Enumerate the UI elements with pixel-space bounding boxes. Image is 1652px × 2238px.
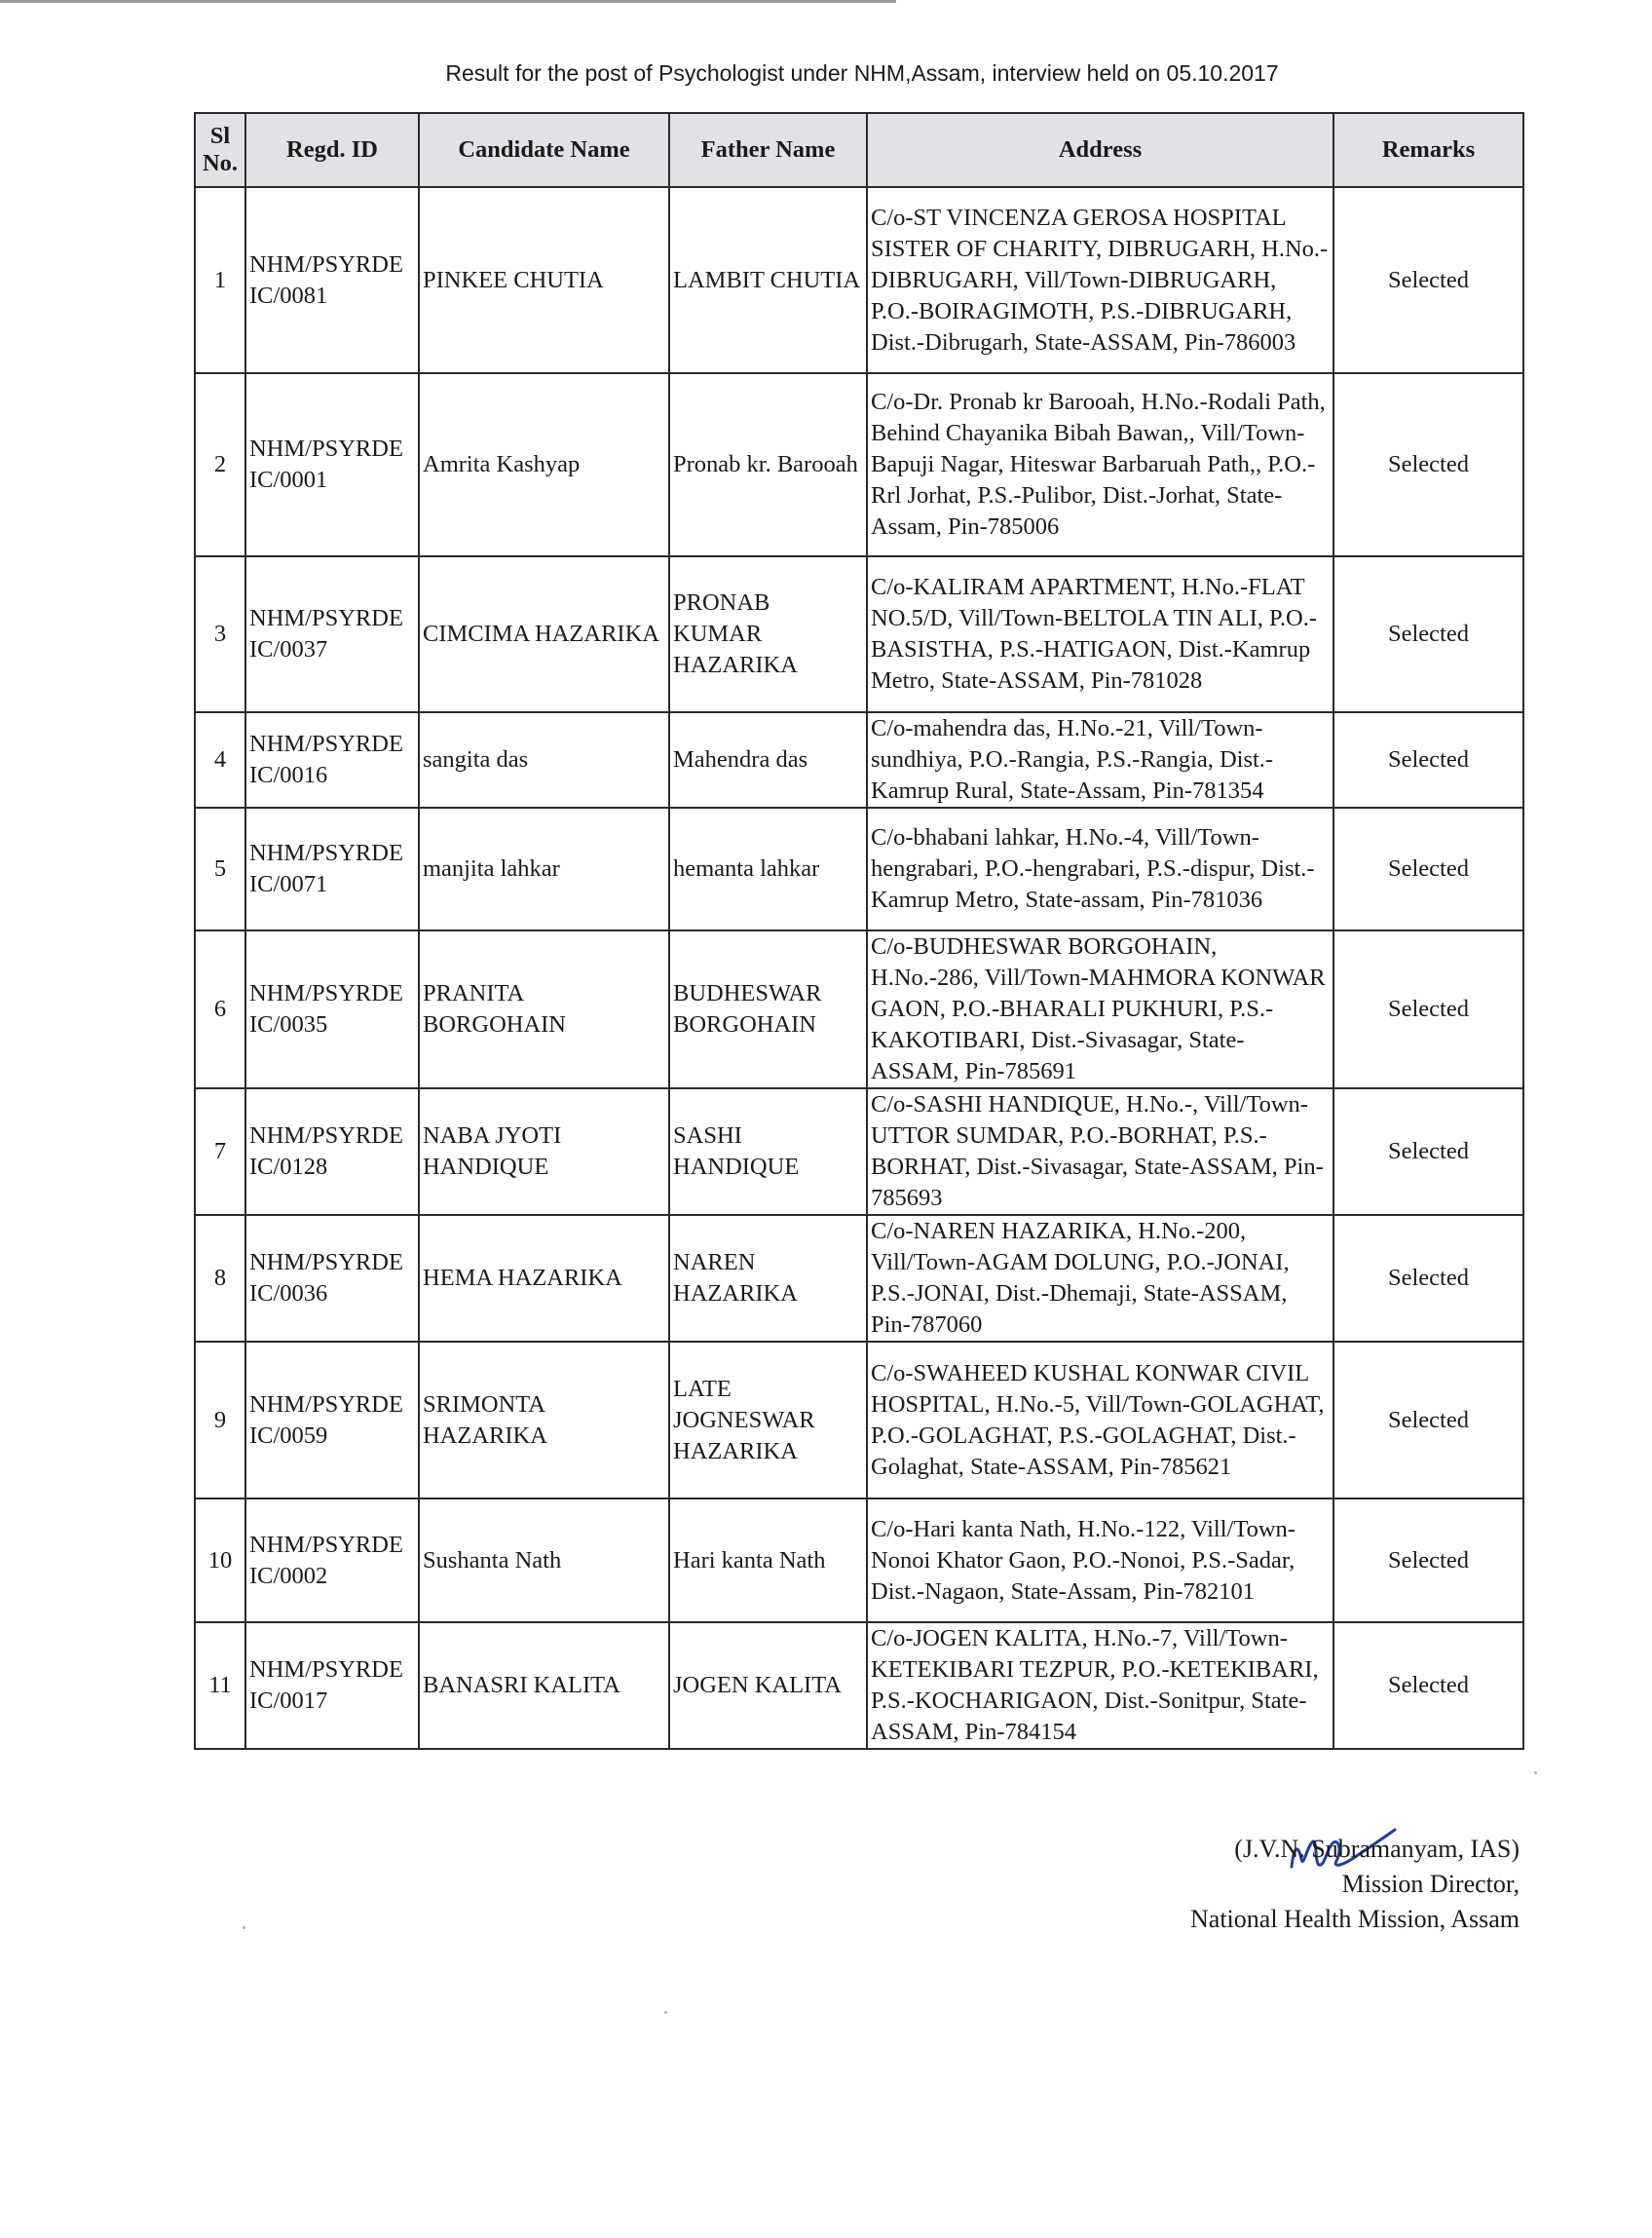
cell-address: C/o-bhabani lahkar, H.No.-4, Vill/Town-hengrabari, P.O.-hengrabari, P.S.-dispur, Dist.-Kamrup Metro, State-assam, Pin-781036 — [867, 808, 1333, 930]
cell-address: C/o-mahendra das, H.No.-21, Vill/Town-sundhiya, P.O.-Rangia, P.S.-Rangia, Dist.-Kamrup Rural, State-Assam, Pin-781354 — [867, 712, 1333, 808]
cell-candidate-name: NABA JYOTI HANDIQUE — [419, 1088, 669, 1215]
table-row — [195, 930, 1523, 1088]
cell-sl-no: 10 — [195, 1498, 245, 1622]
cell-sl-no: 9 — [195, 1342, 245, 1498]
cell-regd-id: NHM/PSYRDE IC/0016 — [245, 712, 419, 808]
cell-regd-id: NHM/PSYRDE IC/0036 — [245, 1215, 419, 1342]
cell-remarks: Selected — [1333, 1215, 1523, 1342]
cell-sl-no: 3 — [195, 556, 245, 712]
header-address: Address — [867, 113, 1333, 187]
cell-address: C/o-BUDHESWAR BORGOHAIN, H.No.-286, Vill/Town-MAHMORA KONWAR GAON, P.O.-BHARALI PUKHURI, P.S.-KAKOTIBARI, Dist.-Sivasagar, State-ASSAM, Pin-785691 — [867, 930, 1333, 1088]
document-title: Result for the post of Psychologist under NHM,Assam, interview held on 05.10.2017 — [445, 60, 1279, 86]
header-father-name: Father Name — [669, 113, 867, 187]
cell-father-name: LATE JOGNESWAR HAZARIKA — [669, 1342, 867, 1498]
cell-candidate-name: manjita lahkar — [419, 808, 669, 930]
header-remarks: Remarks — [1333, 113, 1523, 187]
cell-candidate-name: SRIMONTA HAZARIKA — [419, 1342, 669, 1498]
cell-remarks: Selected — [1333, 808, 1523, 930]
cell-sl-no: 7 — [195, 1088, 245, 1215]
cell-sl-no: 5 — [195, 808, 245, 930]
cell-father-name: JOGEN KALITA — [669, 1622, 867, 1749]
results-table — [194, 112, 1524, 1750]
signature-block — [1071, 1832, 1520, 1937]
cell-sl-no: 2 — [195, 373, 245, 556]
cell-address: C/o-Hari kanta Nath, H.No.-122, Vill/Town-Nonoi Khator Gaon, P.O.-Nonoi, P.S.-Sadar, Dist.-Nagaon, State-Assam, Pin-782101 — [867, 1498, 1333, 1622]
scan-speck — [243, 1926, 245, 1929]
header-candidate-name: Candidate Name — [419, 113, 669, 187]
cell-candidate-name: PRANITA BORGOHAIN — [419, 930, 669, 1088]
table-row — [195, 1622, 1523, 1749]
cell-regd-id: NHM/PSYRDE IC/0037 — [245, 556, 419, 712]
cell-remarks: Selected — [1333, 1498, 1523, 1622]
cell-sl-no: 6 — [195, 930, 245, 1088]
cell-candidate-name: HEMA HAZARIKA — [419, 1215, 669, 1342]
table-row — [195, 187, 1523, 373]
cell-sl-no: 11 — [195, 1622, 245, 1749]
table-row — [195, 1088, 1523, 1215]
cell-remarks: Selected — [1333, 1088, 1523, 1215]
cell-father-name: hemanta lahkar — [669, 808, 867, 930]
cell-candidate-name: CIMCIMA HAZARIKA — [419, 556, 669, 712]
cell-remarks: Selected — [1333, 930, 1523, 1088]
cell-sl-no: 1 — [195, 187, 245, 373]
cell-regd-id: NHM/PSYRDE IC/0001 — [245, 373, 419, 556]
cell-remarks: Selected — [1333, 712, 1523, 808]
table-header-row — [195, 113, 1523, 187]
signatory-name: (J.V.N. Subramanyam, IAS) — [1234, 1835, 1520, 1863]
cell-candidate-name: sangita das — [419, 712, 669, 808]
cell-father-name: LAMBIT CHUTIA — [669, 187, 867, 373]
table-row — [195, 1215, 1523, 1342]
cell-remarks: Selected — [1333, 556, 1523, 712]
cell-remarks: Selected — [1333, 373, 1523, 556]
cell-address: C/o-NAREN HAZARIKA, H.No.-200, Vill/Town-AGAM DOLUNG, P.O.-JONAI, P.S.-JONAI, Dist.-Dhemaji, State-ASSAM, Pin-787060 — [867, 1215, 1333, 1342]
cell-regd-id: NHM/PSYRDE IC/0128 — [245, 1088, 419, 1215]
signatory-designation: Mission Director, — [1341, 1870, 1520, 1898]
cell-remarks: Selected — [1333, 187, 1523, 373]
cell-candidate-name: PINKEE CHUTIA — [419, 187, 669, 373]
cell-address: C/o-SASHI HANDIQUE, H.No.-, Vill/Town-UTTOR SUMDAR, P.O.-BORHAT, P.S.-BORHAT, Dist.-Sivasagar, State-ASSAM, Pin-785693 — [867, 1088, 1333, 1215]
cell-address: C/o-JOGEN KALITA, H.No.-7, Vill/Town-KETEKIBARI TEZPUR, P.O.-KETEKIBARI, P.S.-KOCHARIGAON, Dist.-Sonitpur, State-ASSAM, Pin-784154 — [867, 1622, 1333, 1749]
cell-address: C/o-SWAHEED KUSHAL KONWAR CIVIL HOSPITAL, H.No.-5, Vill/Town-GOLAGHAT, P.O.-GOLAGHAT, P.S.-GOLAGHAT, Dist.-Golaghat, State-ASSAM, Pin-785621 — [867, 1342, 1333, 1498]
cell-father-name: SASHI HANDIQUE — [669, 1088, 867, 1215]
table-row — [195, 712, 1523, 808]
table-row — [195, 373, 1523, 556]
scan-top-edge-line — [0, 0, 896, 3]
cell-regd-id: NHM/PSYRDE IC/0059 — [245, 1342, 419, 1498]
cell-father-name: Mahendra das — [669, 712, 867, 808]
cell-regd-id: NHM/PSYRDE IC/0002 — [245, 1498, 419, 1622]
table-row — [195, 1498, 1523, 1622]
cell-remarks: Selected — [1333, 1622, 1523, 1749]
signatory-organization: National Health Mission, Assam — [1190, 1905, 1520, 1933]
cell-father-name: BUDHESWAR BORGOHAIN — [669, 930, 867, 1088]
cell-father-name: Hari kanta Nath — [669, 1498, 867, 1622]
cell-sl-no: 4 — [195, 712, 245, 808]
cell-address: C/o-Dr. Pronab kr Barooah, H.No.-Rodali Path, Behind Chayanika Bibah Bawan,, Vill/Town-Bapuji Nagar, Hiteswar Barbaruah Path,, P.O.-Rrl Jorhat, P.S.-Pulibor, Dist.-Jorhat, State-Assam, Pin-785006 — [867, 373, 1333, 556]
cell-sl-no: 8 — [195, 1215, 245, 1342]
cell-father-name: NAREN HAZARIKA — [669, 1215, 867, 1342]
cell-regd-id: NHM/PSYRDE IC/0035 — [245, 930, 419, 1088]
cell-candidate-name: Amrita Kashyap — [419, 373, 669, 556]
table-row — [195, 808, 1523, 930]
table-row — [195, 1342, 1523, 1498]
cell-regd-id: NHM/PSYRDE IC/0081 — [245, 187, 419, 373]
cell-address: C/o-KALIRAM APARTMENT, H.No.-FLAT NO.5/D, Vill/Town-BELTOLA TIN ALI, P.O.-BASISTHA, P.S.-HATIGAON, Dist.-Kamrup Metro, State-ASSAM, Pin-781028 — [867, 556, 1333, 712]
scan-speck — [664, 2011, 667, 2014]
cell-candidate-name: Sushanta Nath — [419, 1498, 669, 1622]
header-sl-no: Sl No. — [195, 113, 245, 187]
header-regd-id: Regd. ID — [245, 113, 419, 187]
cell-father-name: PRONAB KUMAR HAZARIKA — [669, 556, 867, 712]
cell-address: C/o-ST VINCENZA GEROSA HOSPITAL SISTER OF CHARITY, DIBRUGARH, H.No.-DIBRUGARH, Vill/Town-DIBRUGARH, P.O.-BOIRAGIMOTH, P.S.-DIBRUGARH, Dist.-Dibrugarh, State-ASSAM, Pin-786003 — [867, 187, 1333, 373]
scan-speck — [1534, 1771, 1537, 1774]
cell-candidate-name: BANASRI KALITA — [419, 1622, 669, 1749]
cell-regd-id: NHM/PSYRDE IC/0071 — [245, 808, 419, 930]
cell-regd-id: NHM/PSYRDE IC/0017 — [245, 1622, 419, 1749]
cell-father-name: Pronab kr. Barooah — [669, 373, 867, 556]
table-row — [195, 556, 1523, 712]
cell-remarks: Selected — [1333, 1342, 1523, 1498]
